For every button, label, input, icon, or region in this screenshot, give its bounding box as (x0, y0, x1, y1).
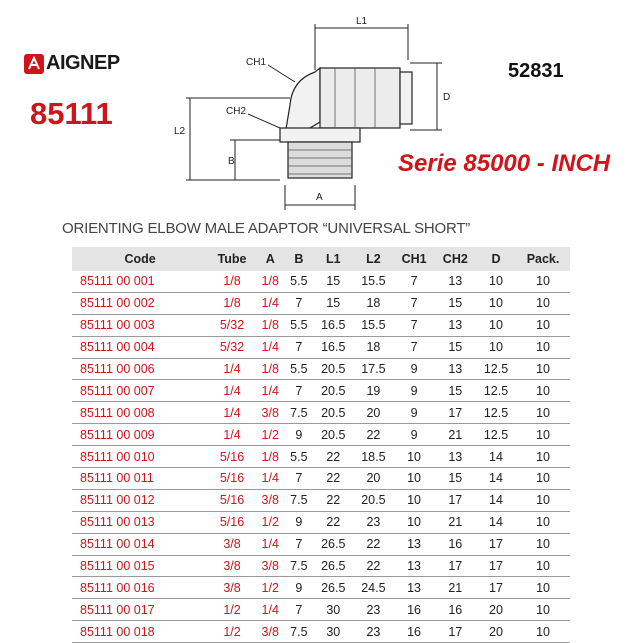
table-cell: 7.5 (285, 621, 314, 643)
label-l1: L1 (356, 16, 368, 27)
column-header: CH2 (435, 247, 476, 271)
table-cell: 22 (313, 446, 353, 468)
table-cell: 17 (476, 577, 516, 599)
cell-code: 85111 00 017 (72, 599, 208, 621)
table-cell: 20 (353, 468, 393, 490)
table-cell: 13 (393, 555, 434, 577)
label-a: A (316, 192, 323, 203)
cell-tube: 5/16 (208, 489, 256, 511)
table-cell: 7 (285, 599, 314, 621)
table-cell: 23 (353, 511, 393, 533)
cell-tube: 5/32 (208, 314, 256, 336)
table-cell: 22 (313, 468, 353, 490)
cell-code: 85111 00 003 (72, 314, 208, 336)
table-cell: 10 (516, 358, 570, 380)
table-cell: 16 (435, 599, 476, 621)
cell-code: 85111 00 016 (72, 577, 208, 599)
table-cell: 16 (435, 533, 476, 555)
table-cell: 9 (285, 511, 314, 533)
table-row (72, 511, 570, 533)
cell-tube: 1/4 (208, 402, 256, 424)
column-header: B (285, 247, 314, 271)
column-header: L1 (313, 247, 353, 271)
table-cell: 16 (393, 599, 434, 621)
table-row (72, 314, 570, 336)
table-row (72, 402, 570, 424)
cell-code: 85111 00 018 (72, 621, 208, 643)
cell-a: 1/8 (256, 446, 285, 468)
table-cell: 7 (285, 533, 314, 555)
technical-drawing (160, 10, 460, 210)
table-cell: 17 (435, 621, 476, 643)
cell-code: 85111 00 001 (72, 271, 208, 292)
table-row (72, 489, 570, 511)
cell-tube: 5/16 (208, 511, 256, 533)
table-cell: 15 (313, 271, 353, 292)
column-header: Pack. (516, 247, 570, 271)
table-row (72, 599, 570, 621)
table-cell: 9 (393, 380, 434, 402)
column-header: CH1 (393, 247, 434, 271)
table-cell: 10 (476, 314, 516, 336)
table-row (72, 380, 570, 402)
table-cell: 17 (435, 555, 476, 577)
table-cell: 7 (285, 336, 314, 358)
label-d: D (443, 92, 451, 103)
cell-code: 85111 00 004 (72, 336, 208, 358)
table-row (72, 271, 570, 292)
table-cell: 7 (285, 292, 314, 314)
table-cell: 13 (393, 577, 434, 599)
cell-a: 3/8 (256, 621, 285, 643)
cell-code: 85111 00 015 (72, 555, 208, 577)
table-cell: 10 (393, 468, 434, 490)
cell-a: 1/2 (256, 577, 285, 599)
table-cell: 13 (435, 358, 476, 380)
table-cell: 9 (285, 577, 314, 599)
table-cell: 5.5 (285, 271, 314, 292)
column-header: D (476, 247, 516, 271)
cell-a: 1/4 (256, 599, 285, 621)
cell-a: 3/8 (256, 402, 285, 424)
cell-a: 1/8 (256, 271, 285, 292)
table-cell: 17 (476, 533, 516, 555)
table-cell: 30 (313, 621, 353, 643)
table-cell: 24.5 (353, 577, 393, 599)
label-b: B (228, 156, 235, 167)
table-cell: 14 (476, 511, 516, 533)
table-cell: 17.5 (353, 358, 393, 380)
table-row (72, 292, 570, 314)
table-cell: 10 (516, 621, 570, 643)
table-cell: 7 (393, 314, 434, 336)
table-cell: 10 (516, 577, 570, 599)
table-cell: 20 (476, 599, 516, 621)
cell-tube: 3/8 (208, 533, 256, 555)
table-cell: 7 (393, 271, 434, 292)
cell-a: 1/8 (256, 358, 285, 380)
brand-name: AIGNEP (46, 52, 120, 74)
table-cell: 17 (476, 555, 516, 577)
table-cell: 26.5 (313, 555, 353, 577)
table-cell: 22 (353, 555, 393, 577)
table-cell: 13 (435, 271, 476, 292)
cell-tube: 1/8 (208, 271, 256, 292)
column-header: A (256, 247, 285, 271)
table-cell: 17 (435, 489, 476, 511)
table-cell: 22 (313, 511, 353, 533)
table-cell: 12.5 (476, 424, 516, 446)
label-ch2: CH2 (226, 106, 247, 117)
series-title: Serie 85000 - INCH (398, 150, 611, 177)
cell-a: 1/4 (256, 468, 285, 490)
table-cell: 9 (393, 424, 434, 446)
table-cell: 7 (393, 336, 434, 358)
table-row (72, 468, 570, 490)
cell-a: 1/4 (256, 292, 285, 314)
table-cell: 20.5 (313, 358, 353, 380)
table-cell: 15.5 (353, 314, 393, 336)
cell-a: 3/8 (256, 489, 285, 511)
table-cell: 5.5 (285, 446, 314, 468)
table-cell: 20.5 (313, 424, 353, 446)
table-cell: 9 (285, 424, 314, 446)
table-cell: 7 (285, 380, 314, 402)
table-cell: 30 (313, 599, 353, 621)
table-cell: 16.5 (313, 314, 353, 336)
table-cell: 20.5 (313, 402, 353, 424)
table-cell: 10 (516, 271, 570, 292)
aignep-logo-icon (24, 54, 44, 74)
cell-a: 3/8 (256, 555, 285, 577)
cell-code: 85111 00 012 (72, 489, 208, 511)
table-cell: 23 (353, 599, 393, 621)
cell-tube: 5/16 (208, 446, 256, 468)
table-row (72, 358, 570, 380)
table-row (72, 555, 570, 577)
cell-tube: 1/4 (208, 380, 256, 402)
column-header: Code (72, 247, 208, 271)
table-cell: 18 (353, 292, 393, 314)
table-cell: 20.5 (313, 380, 353, 402)
table-cell: 14 (476, 446, 516, 468)
table-cell: 14 (476, 489, 516, 511)
cell-tube: 1/4 (208, 358, 256, 380)
table-cell: 5.5 (285, 314, 314, 336)
cell-a: 1/4 (256, 380, 285, 402)
table-cell: 10 (516, 599, 570, 621)
table-cell: 7 (393, 292, 434, 314)
table-body (72, 271, 570, 643)
brand-logo (24, 52, 120, 75)
table-header-row (72, 247, 570, 271)
cell-tube: 1/4 (208, 424, 256, 446)
table-row (72, 533, 570, 555)
table-row (72, 577, 570, 599)
cell-tube: 1/2 (208, 599, 256, 621)
cell-a: 1/8 (256, 314, 285, 336)
table-cell: 26.5 (313, 533, 353, 555)
cell-code: 85111 00 009 (72, 424, 208, 446)
column-header: L2 (353, 247, 393, 271)
table-cell: 10 (516, 446, 570, 468)
table-cell: 14 (476, 468, 516, 490)
table-cell: 20.5 (353, 489, 393, 511)
table-cell: 10 (516, 402, 570, 424)
table-cell: 15.5 (353, 271, 393, 292)
table-cell: 10 (516, 533, 570, 555)
table-cell: 7 (285, 468, 314, 490)
table-cell: 18 (353, 336, 393, 358)
table-cell: 18.5 (353, 446, 393, 468)
table-cell: 10 (516, 380, 570, 402)
table-cell: 5.5 (285, 358, 314, 380)
table-cell: 10 (516, 336, 570, 358)
table-cell: 15 (313, 292, 353, 314)
table-cell: 19 (353, 380, 393, 402)
table-cell: 10 (516, 511, 570, 533)
table-cell: 10 (516, 314, 570, 336)
cell-a: 1/4 (256, 533, 285, 555)
table-cell: 22 (353, 533, 393, 555)
cell-code: 85111 00 014 (72, 533, 208, 555)
cell-a: 1/2 (256, 511, 285, 533)
product-subtitle: ORIENTING ELBOW MALE ADAPTOR “UNIVERSAL SHORT” (62, 220, 471, 237)
table-cell: 15 (435, 336, 476, 358)
table-cell: 10 (476, 292, 516, 314)
table-cell: 7.5 (285, 555, 314, 577)
table-cell: 10 (516, 424, 570, 446)
table-cell: 21 (435, 577, 476, 599)
table-cell: 21 (435, 424, 476, 446)
table-cell: 13 (435, 446, 476, 468)
table-cell: 10 (476, 336, 516, 358)
table-row (72, 336, 570, 358)
table-cell: 12.5 (476, 380, 516, 402)
table-cell: 13 (393, 533, 434, 555)
table-cell: 10 (516, 555, 570, 577)
cell-code: 85111 00 011 (72, 468, 208, 490)
table-cell: 10 (393, 511, 434, 533)
label-l2: L2 (174, 126, 186, 137)
table-cell: 20 (353, 402, 393, 424)
cell-tube: 5/32 (208, 336, 256, 358)
table-cell: 16 (393, 621, 434, 643)
table-cell: 10 (393, 446, 434, 468)
table-cell: 13 (435, 314, 476, 336)
table-cell: 10 (476, 271, 516, 292)
column-header: Tube (208, 247, 256, 271)
table-cell: 9 (393, 358, 434, 380)
cell-tube: 1/8 (208, 292, 256, 314)
table-cell: 12.5 (476, 402, 516, 424)
table-cell: 22 (353, 424, 393, 446)
cell-code: 85111 00 010 (72, 446, 208, 468)
table-cell: 16.5 (313, 336, 353, 358)
table-cell: 17 (435, 402, 476, 424)
cell-code: 85111 00 007 (72, 380, 208, 402)
table-cell: 9 (393, 402, 434, 424)
cell-code: 85111 00 002 (72, 292, 208, 314)
cell-tube: 1/2 (208, 621, 256, 643)
table-cell: 26.5 (313, 577, 353, 599)
cell-a: 1/4 (256, 336, 285, 358)
table-cell: 7.5 (285, 489, 314, 511)
cell-code: 85111 00 008 (72, 402, 208, 424)
table-cell: 21 (435, 511, 476, 533)
table-cell: 22 (313, 489, 353, 511)
table-cell: 10 (516, 468, 570, 490)
table-cell: 15 (435, 292, 476, 314)
table-row (72, 424, 570, 446)
table-cell: 15 (435, 468, 476, 490)
table-cell: 10 (516, 292, 570, 314)
table-cell: 20 (476, 621, 516, 643)
cell-tube: 3/8 (208, 577, 256, 599)
table-cell: 23 (353, 621, 393, 643)
table-cell: 10 (516, 489, 570, 511)
reference-number: 52831 (508, 60, 564, 82)
cell-code: 85111 00 006 (72, 358, 208, 380)
table-cell: 12.5 (476, 358, 516, 380)
table-cell: 7.5 (285, 402, 314, 424)
table-cell: 15 (435, 380, 476, 402)
part-number: 85111 (30, 96, 113, 131)
table-row (72, 446, 570, 468)
cell-tube: 3/8 (208, 555, 256, 577)
cell-tube: 5/16 (208, 468, 256, 490)
table-row (72, 621, 570, 643)
cell-code: 85111 00 013 (72, 511, 208, 533)
table-cell: 10 (393, 489, 434, 511)
label-ch1: CH1 (246, 57, 267, 68)
cell-a: 1/2 (256, 424, 285, 446)
spec-table (72, 247, 570, 643)
